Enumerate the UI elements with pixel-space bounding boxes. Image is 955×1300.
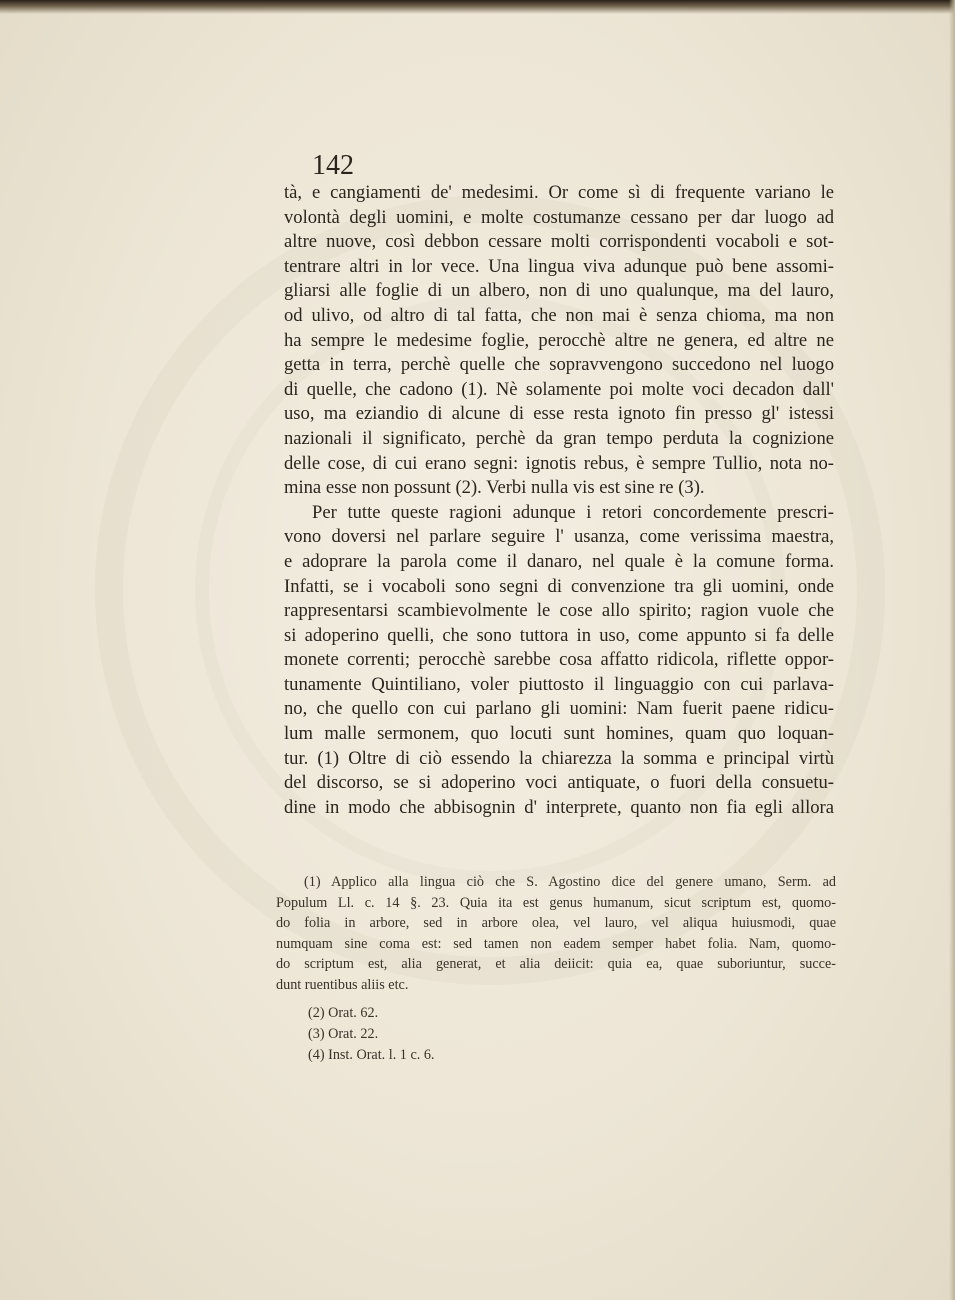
text-line: vono doversi nel parlare seguire l' usanza, come verissima maestra,: [284, 526, 834, 548]
text-line: tà, e cangiamenti de' medesimi. Or come sì di frequente variano le: [284, 182, 834, 203]
footnote-line: do folia in arbore, sed in arbore olea, vel lauro, vel aliqua huiusmodi, quae: [276, 915, 836, 932]
footnote-line: dunt ruentibus aliis etc.: [276, 976, 409, 993]
text-line: Infatti, se i vocaboli sono segni di convenzione tra gli uomini, onde: [284, 575, 834, 597]
footnote-line: Populum Ll. c. 14 §. 23. Quia ita est genus humanum, sicut scriptum est, quomo-: [276, 894, 836, 911]
text-line: tunamente Quintiliano, voler piuttosto il linguaggio con cui parlava-: [284, 673, 834, 695]
text-line: volontà degli uomini, e molte costumanze cessano per dar luogo ad: [284, 206, 834, 228]
main-text: [284, 181, 834, 820]
text-line: dine in modo che abbisognin d' interprete, quanto non fia egli allora: [284, 796, 834, 818]
page-top-shadow: [0, 0, 955, 14]
text-line: altre nuove, così debbon cessare molti corrispondenti vocaboli e sot-: [284, 231, 834, 253]
text-line: del discorso, se si adoperino voci antiquate, o fuori della consuetu-: [284, 772, 834, 794]
text-line: delle cose, di cui erano segni: ignotis rebus, è sempre Tullio, nota no-: [284, 452, 834, 474]
footnote-line: do scriptum est, alia generat, et alia deiicit: quia ea, quae suboriuntur, succe-: [276, 956, 836, 973]
footnote-2: (2) Orat. 62.: [308, 1004, 379, 1021]
footnote-3: (3) Orat. 22.: [308, 1025, 379, 1042]
text-line: ha sempre le medesime foglie, perocchè altre ne genera, ed altre ne: [284, 329, 834, 351]
text-line: e adoprare la parola come il danaro, nel quale è la comune forma.: [284, 550, 834, 572]
text-line: rappresentarsi scambievolmente le cose allo spirito; ragion vuole che: [284, 600, 834, 622]
footnotes: [276, 872, 836, 1064]
text-line: od ulivo, od altro di tal fatta, che non mai è senza chioma, ma non: [284, 304, 834, 326]
footnote-line: numquam sine coma est: sed tamen non eadem semper habet folia. Nam, quomo-: [276, 935, 836, 952]
text-line: getta in terra, perchè quelle che sopravvengono succedono nel luogo: [284, 354, 834, 376]
text-line: monete correnti; perocchè sarebbe cosa affatto ridicola, riflette oppor-: [284, 649, 834, 671]
footnote-line: (1) Applico alla lingua ciò che S. Agostino dice del genere umano, Serm. ad: [304, 874, 836, 890]
footnote-4: (4) Inst. Orat. l. 1 c. 6.: [308, 1046, 435, 1063]
page-edge: [949, 0, 955, 1300]
text-line: tentrare altri in lor vece. Una lingua viva adunque può bene assomi-: [284, 255, 834, 277]
text-line: di quelle, che cadono (1). Nè solamente poi molte voci decadon dall': [284, 378, 834, 400]
text-line: mina esse non possunt (2). Verbi nulla vis est sine re (3).: [284, 477, 705, 499]
text-line: gliarsi alle foglie di un albero, non di uno qualunque, ma del lauro,: [284, 280, 834, 302]
text-line: uso, ma eziandio di alcune di esse resta ignoto fin presso gl' istessi: [284, 403, 834, 425]
page-number: 142: [312, 150, 354, 181]
text-line: nazionali il significato, perchè da gran tempo perduta la cognizione: [284, 427, 834, 449]
text-line: tur. (1) Oltre di ciò essendo la chiarezza la somma e principal virtù: [284, 747, 834, 769]
text-line: lum malle sermonem, quo locuti sunt homines, quam quo loquan-: [284, 723, 834, 745]
text-line: Per tutte queste ragioni adunque i retori concordemente prescri-: [312, 501, 834, 523]
text-line: no, che quello con cui parlano gli uomini: Nam fuerit paene ridicu-: [284, 698, 834, 720]
text-line: si adoperino quelli, che sono tuttora in uso, come appunto si fa delle: [284, 624, 834, 646]
